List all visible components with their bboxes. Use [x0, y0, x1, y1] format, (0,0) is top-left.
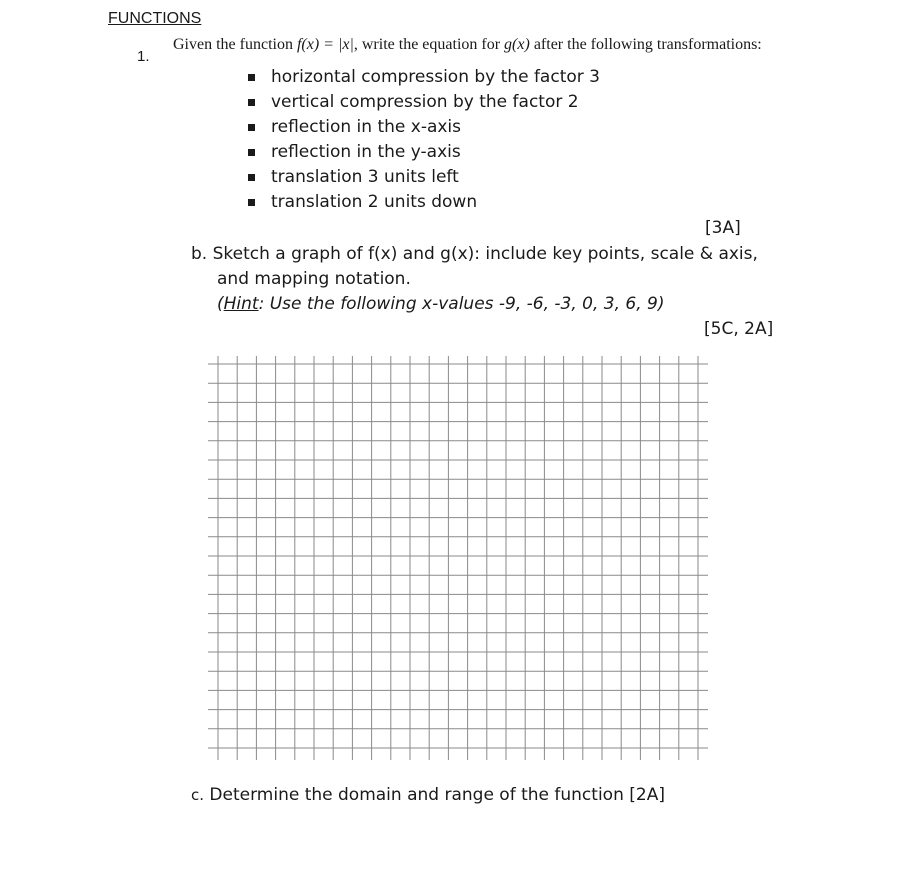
list-item: reflection in the y-axis — [248, 140, 600, 165]
part-b-mark: [5C, 2A] — [704, 319, 774, 339]
intro-function: f(x) = |x| — [296, 36, 354, 53]
question-intro — [173, 36, 762, 54]
part-b-line1: b. Sketch a graph of f(x) and g(x): include key points, scale & axis, — [191, 244, 758, 264]
intro-g-function: g(x) — [504, 36, 530, 53]
hint-rest: : Use the following x-values -9, -6, -3, 0, 3, 6, 9) — [258, 294, 665, 314]
part-b-line2: and mapping notation. — [217, 269, 411, 289]
part-b-hint: (Hint: Use the following x-values -9, -6, -3, 0, 3, 6, 9) — [217, 294, 665, 314]
hint-word: Hint — [223, 294, 259, 314]
list-item: translation 2 units down — [248, 190, 600, 215]
part-c-label: c. — [191, 786, 205, 804]
part-c — [191, 785, 665, 805]
part-b — [191, 242, 758, 317]
page-heading: FUNCTIONS — [108, 10, 202, 27]
list-item: reflection in the x-axis — [248, 115, 600, 140]
list-item: horizontal compression by the factor 3 — [248, 65, 600, 90]
list-item: translation 3 units left — [248, 165, 600, 190]
question-number: 1. — [137, 48, 150, 65]
intro-prefix: Given the function — [173, 36, 297, 53]
part-c-text: Determine the domain and range of the function [2A] — [209, 785, 665, 805]
intro-middle: , write the equation for — [353, 36, 505, 53]
part-b-label: b. — [191, 244, 208, 264]
intro-suffix: after the following transformations: — [529, 36, 762, 53]
transformation-list — [248, 65, 600, 215]
part-a-mark: [3A] — [705, 218, 741, 238]
graph-grid[interactable] — [208, 356, 708, 760]
list-item: vertical compression by the factor 2 — [248, 90, 600, 115]
